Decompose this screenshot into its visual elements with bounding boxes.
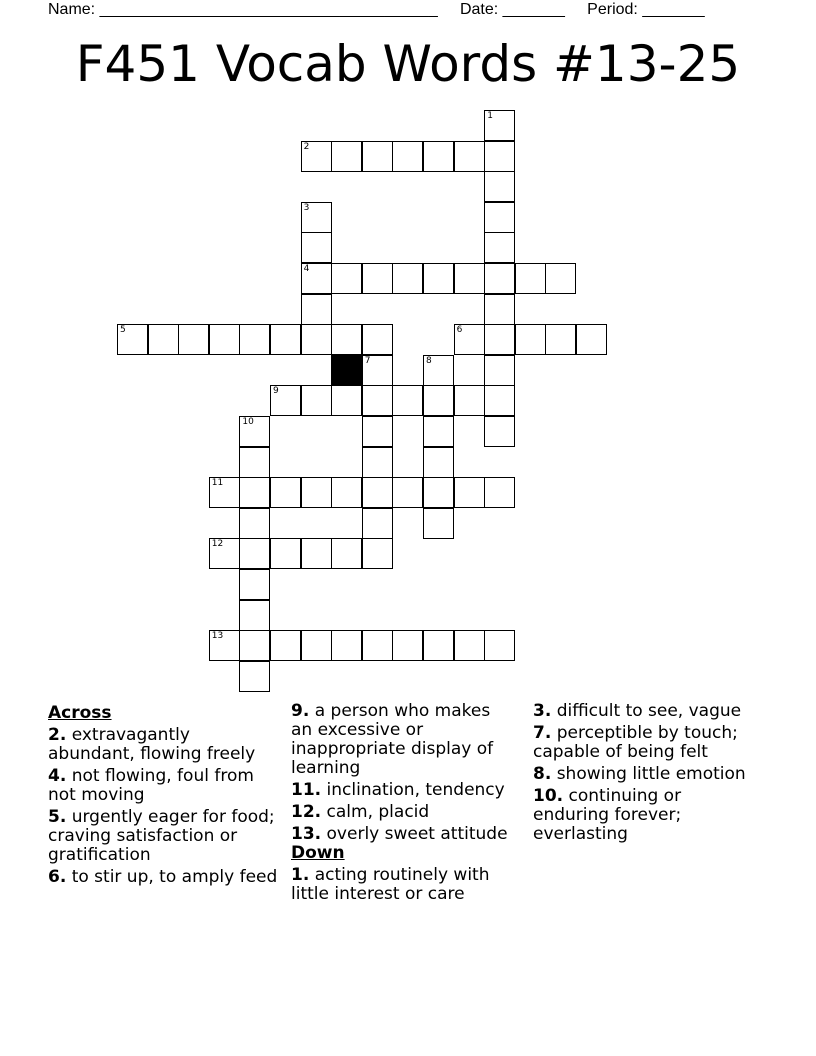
grid-cell[interactable] <box>239 630 270 661</box>
grid-cell[interactable] <box>545 324 576 355</box>
grid-cell[interactable] <box>239 447 270 478</box>
grid-cell[interactable] <box>239 324 270 355</box>
grid-cell[interactable] <box>117 324 148 355</box>
grid-cell[interactable] <box>270 324 301 355</box>
grid-cell[interactable] <box>362 508 393 539</box>
grid-cell[interactable] <box>331 538 362 569</box>
clue-number: 10 <box>242 417 254 427</box>
grid-cell[interactable] <box>239 600 270 631</box>
grid-cell[interactable] <box>423 416 454 447</box>
clue-down-3: 3. difficult to see, vague <box>533 701 742 721</box>
grid-cell[interactable] <box>392 630 423 661</box>
grid-cell[interactable] <box>484 630 515 661</box>
grid-cell[interactable] <box>484 416 515 447</box>
clue-number: 4 <box>303 264 310 274</box>
grid-cell[interactable] <box>239 508 270 539</box>
grid-cell[interactable] <box>515 324 546 355</box>
grid-cell[interactable] <box>362 385 393 416</box>
clue-across-9: 9. a person who makes an excessive or inappropriate display of learning <box>291 701 494 778</box>
clue-across-4: 4. not flowing, foul from not moving <box>48 766 254 805</box>
grid-cell[interactable] <box>423 447 454 478</box>
grid-cell[interactable] <box>362 416 393 447</box>
clue-across-12: 12. calm, placid <box>291 802 430 822</box>
grid-cell[interactable] <box>301 324 332 355</box>
clue-number: 3 <box>303 202 310 213</box>
clue-number: 11 <box>211 478 224 489</box>
clue-across-6: 6. to stir up, to amply feed <box>48 867 278 887</box>
clue-down-7: 7. perceptible by touch; capable of being felt <box>533 723 738 762</box>
grid-cell[interactable] <box>576 324 607 355</box>
grid-cell[interactable] <box>423 477 454 508</box>
grid-cell[interactable] <box>454 630 485 661</box>
grid-cell[interactable] <box>484 477 515 508</box>
grid-cell[interactable] <box>362 263 393 294</box>
grid-cell[interactable] <box>454 141 485 172</box>
grid-cell[interactable] <box>392 263 423 294</box>
clue-number: 5 <box>120 325 126 336</box>
grid-cell[interactable] <box>484 141 515 172</box>
grid-cell[interactable] <box>239 416 270 447</box>
grid-cell[interactable] <box>362 477 393 508</box>
period-field[interactable]: Period: _______ <box>587 1 705 18</box>
grid-cell[interactable] <box>209 324 240 355</box>
clue-number: 7 <box>364 355 371 366</box>
clues-column-2 <box>291 702 516 907</box>
clue-down-8: 8. showing little emotion <box>533 764 746 784</box>
grid-cell[interactable] <box>392 141 423 172</box>
grid-cell[interactable] <box>423 355 454 386</box>
grid-cell[interactable] <box>270 385 301 416</box>
grid-cell[interactable] <box>484 202 515 233</box>
grid-cell[interactable] <box>270 538 301 569</box>
clue-across-13: 13. overly sweet attitude <box>291 824 508 844</box>
page-title: F451 Vocab Words #13-25 <box>75 35 741 93</box>
grid-cell[interactable] <box>301 263 332 294</box>
grid-cell[interactable] <box>423 385 454 416</box>
grid-cell[interactable] <box>423 508 454 539</box>
grid-cell[interactable] <box>484 324 515 355</box>
clue-number: 2 <box>303 141 310 152</box>
grid-cell[interactable] <box>392 477 423 508</box>
grid-cell[interactable] <box>301 202 332 233</box>
grid-cell[interactable] <box>454 385 485 416</box>
clue-down-1: 1. acting routinely with little interest or care <box>291 865 490 904</box>
grid-cell[interactable] <box>270 477 301 508</box>
grid-cell[interactable] <box>301 477 332 508</box>
grid-cell[interactable] <box>362 141 393 172</box>
down-heading: Down <box>291 843 345 863</box>
grid-cell[interactable] <box>178 324 209 355</box>
grid-cell[interactable] <box>362 630 393 661</box>
grid-cell[interactable] <box>301 232 332 263</box>
grid-cell[interactable] <box>239 477 270 508</box>
grid-cell[interactable] <box>454 477 485 508</box>
date-field[interactable]: Date: _______ <box>459 1 565 18</box>
grid-cell[interactable] <box>454 263 485 294</box>
grid-cell[interactable] <box>484 263 515 294</box>
grid-cell[interactable] <box>301 141 332 172</box>
grid-cell[interactable] <box>239 569 270 600</box>
clue-number: 13 <box>211 631 224 642</box>
clue-across-11: 11. inclination, tendency <box>291 780 505 800</box>
clues-column-1 <box>48 702 280 890</box>
grid-cell[interactable] <box>209 477 240 508</box>
grid-cell[interactable] <box>454 324 485 355</box>
grid-cell[interactable] <box>484 171 515 202</box>
grid-cell[interactable] <box>239 661 270 692</box>
across-heading: Across <box>48 703 112 723</box>
grid-cell[interactable] <box>423 141 454 172</box>
grid-cell[interactable] <box>331 263 362 294</box>
clue-number: 1 <box>487 111 493 121</box>
clue-across-5: 5. urgently eager for food; craving satisfaction or gratification <box>48 807 275 865</box>
grid-cell[interactable] <box>209 630 240 661</box>
grid-cell[interactable] <box>362 447 393 478</box>
clues-column-3 <box>533 702 758 847</box>
grid-cell[interactable] <box>484 355 515 386</box>
grid-cell[interactable] <box>362 355 393 386</box>
name-field[interactable]: Name: ______________________________________ <box>48 1 438 18</box>
grid-cell[interactable] <box>423 630 454 661</box>
grid-cell[interactable] <box>301 538 332 569</box>
grid-cell[interactable] <box>331 385 362 416</box>
grid-cell[interactable] <box>301 630 332 661</box>
grid-block <box>331 355 362 386</box>
grid-cell[interactable] <box>545 263 576 294</box>
clue-number: 6 <box>456 325 463 336</box>
grid-cell[interactable] <box>331 630 362 661</box>
grid-cell[interactable] <box>484 110 515 141</box>
grid-cell[interactable] <box>331 324 362 355</box>
clue-number: 12 <box>211 539 224 550</box>
grid-cell[interactable] <box>301 385 332 416</box>
grid-cell[interactable] <box>515 263 546 294</box>
grid-cell[interactable] <box>484 294 515 325</box>
grid-cell[interactable] <box>331 141 362 172</box>
clue-across-2: 2. extravagantly abundant, flowing freely <box>48 725 256 764</box>
grid-cell[interactable] <box>484 385 515 416</box>
grid-cell[interactable] <box>392 385 423 416</box>
grid-cell[interactable] <box>362 324 393 355</box>
grid-cell[interactable] <box>423 263 454 294</box>
grid-cell[interactable] <box>484 232 515 263</box>
grid-cell[interactable] <box>148 324 179 355</box>
grid-cell[interactable] <box>209 538 240 569</box>
grid-cell[interactable] <box>331 477 362 508</box>
grid-cell[interactable] <box>270 630 301 661</box>
header-line <box>48 0 705 20</box>
grid-cell[interactable] <box>362 538 393 569</box>
grid-cell[interactable] <box>239 538 270 569</box>
grid-cell[interactable] <box>301 294 332 325</box>
clue-number: 8 <box>426 355 432 366</box>
clue-down-10: 10. continuing or enduring forever; everlasting <box>533 786 682 844</box>
clue-number: 9 <box>273 386 279 397</box>
